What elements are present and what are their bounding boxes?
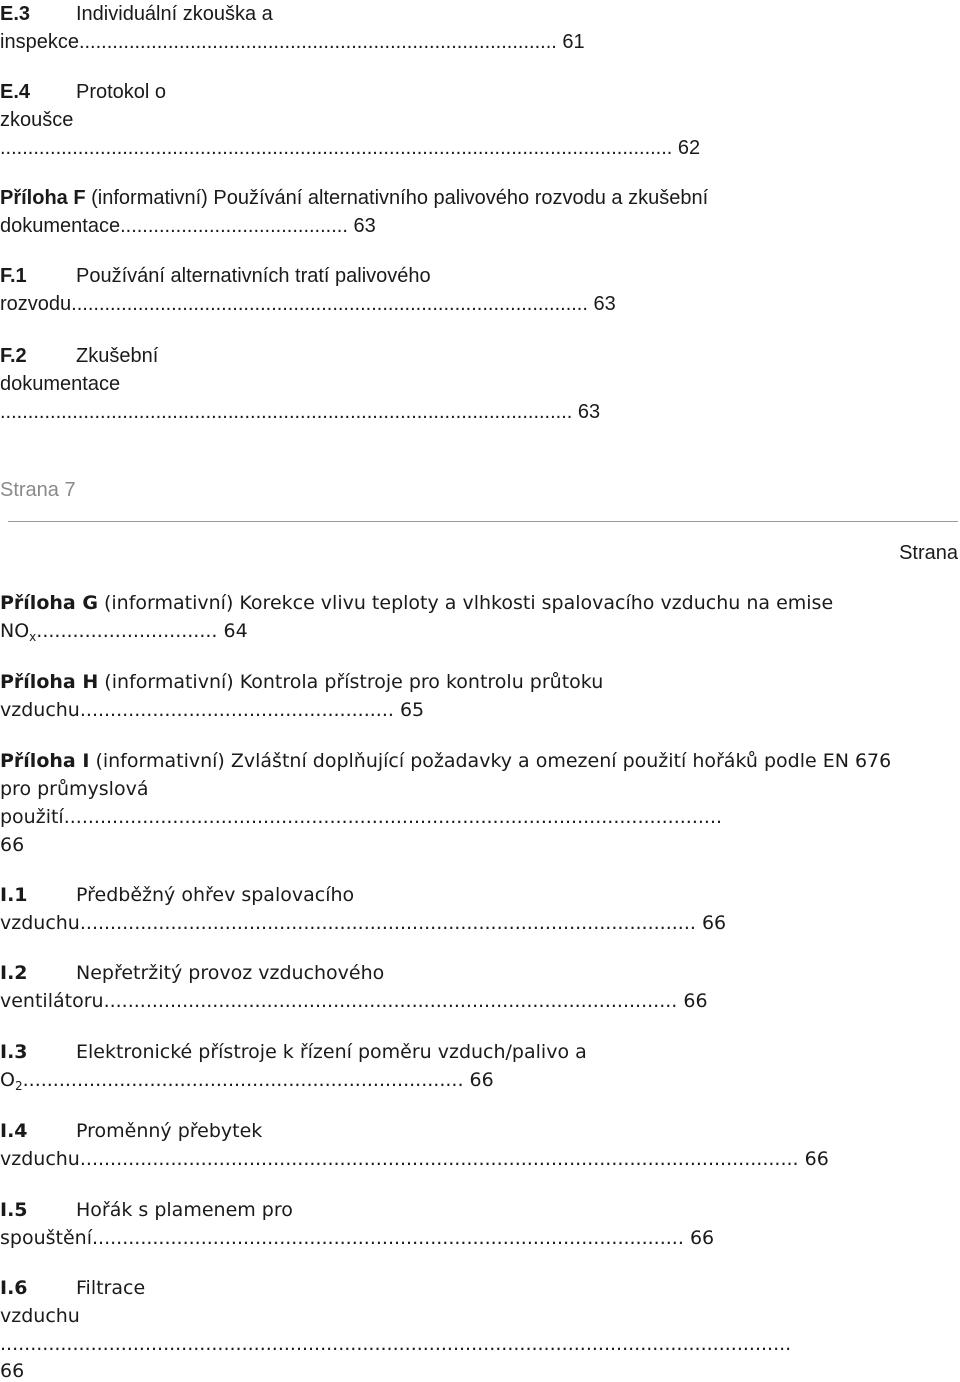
page-footer: Strana 7 xyxy=(0,479,76,501)
annex-label: Příloha H xyxy=(0,671,99,693)
toc-leader-dots: ......................................................................... xyxy=(22,1069,464,1091)
toc-title-continuation: vzduchu xyxy=(0,912,80,934)
toc-number: I.5 xyxy=(0,1199,28,1221)
toc-page-number: 64 xyxy=(223,620,248,642)
toc-title-continuation: rozvodu xyxy=(0,293,72,315)
toc-title-continuation: spouštění xyxy=(0,1227,92,1249)
toc-page-number: 63 xyxy=(353,215,376,237)
toc-page-number: 66 xyxy=(0,834,25,856)
toc-leader-dots: ................................................................................................................................... xyxy=(0,1333,792,1355)
toc-title-continuation: $O_2$ xyxy=(0,1069,23,1093)
toc-page-number: 63 xyxy=(593,293,616,315)
toc-leader-dots: .............................. xyxy=(36,620,218,642)
toc-leader-dots: ....................................................................................................................... xyxy=(79,1148,799,1170)
toc-title: Elektronické přístroje k řízení poměru vzduch/palivo a xyxy=(76,1041,587,1063)
toc-leader-dots: ...................................................................................... xyxy=(78,31,557,53)
annex-title: (informativní) Používání alternativního palivového rozvodu a zkušební xyxy=(91,187,709,209)
page-divider xyxy=(8,521,958,522)
annex-label: Příloha G xyxy=(0,592,98,614)
annex-title-line2: pro průmyslová xyxy=(0,778,149,800)
toc-page-number: 61 xyxy=(562,31,585,53)
toc-title-continuation: inspekce xyxy=(0,31,79,53)
toc-number: I.1 xyxy=(0,884,28,906)
annex-title: (informativní) Zvláštní doplňující požadavky a omezení použití hořáků podle EN 676 xyxy=(95,750,892,772)
toc-leader-dots: ......................................... xyxy=(120,215,348,237)
toc-title-continuation: vzduchu xyxy=(0,1148,80,1170)
toc-title-continuation: dokumentace xyxy=(0,215,121,237)
toc-title: Používání alternativních tratí palivového xyxy=(76,265,431,287)
toc-page-number: 66 xyxy=(804,1148,829,1170)
toc-title-continuation: vzduchu xyxy=(0,1305,80,1327)
toc-number: I.4 xyxy=(0,1120,28,1142)
toc-title-continuation: dokumentace xyxy=(0,373,121,395)
toc-page-number: 62 xyxy=(677,137,701,159)
toc-title: Individuální zkouška a xyxy=(76,3,273,25)
toc-leader-dots: ............................................................................................................. xyxy=(63,806,723,828)
toc-title: Protokol o xyxy=(76,81,167,103)
toc-page-number: 66 xyxy=(683,990,708,1012)
toc-title-continuation: zkoušce xyxy=(0,109,74,131)
toc-number: I.3 xyxy=(0,1041,28,1063)
annex-label: Příloha I xyxy=(0,750,90,772)
annex-label: Příloha F xyxy=(0,187,86,209)
toc-leader-dots: ....................................................................................................... xyxy=(0,401,573,423)
toc-title-continuation: použití xyxy=(0,806,64,828)
toc-title-continuation: ventilátoru xyxy=(0,990,104,1012)
toc-leader-dots: .................................................... xyxy=(79,699,394,721)
toc-title: Zkušební xyxy=(76,345,159,367)
annex-title: (informativní) Kontrola přístroje pro kontrolu průtoku xyxy=(104,671,604,693)
toc-title-continuation: $NO_x$ xyxy=(0,620,37,644)
annex-title: (informativní) Korekce vlivu teploty a vlhkosti spalovacího vzduchu na emise xyxy=(103,592,834,614)
toc-title: Proměnný přebytek xyxy=(76,1120,263,1142)
toc-title: Filtrace xyxy=(76,1277,146,1299)
toc-title-continuation: vzduchu xyxy=(0,699,80,721)
toc-page-number: 65 xyxy=(399,699,425,721)
toc-leader-dots: ............................................................................................... xyxy=(103,990,678,1012)
toc-title: Hořák s plamenem pro xyxy=(76,1199,293,1221)
toc-number: F.2 xyxy=(0,345,27,367)
toc-leader-dots: ......................................................................................................................... xyxy=(0,137,673,159)
toc-number: I.6 xyxy=(0,1277,28,1299)
toc-page-number: 66 xyxy=(701,912,727,934)
toc-page-number: 66 xyxy=(469,1069,494,1091)
toc-page-number: 66 xyxy=(689,1227,715,1249)
toc-number: E.3 xyxy=(0,3,31,25)
toc-leader-dots: .................................................................................................. xyxy=(92,1227,684,1249)
toc-number: E.4 xyxy=(0,81,31,103)
toc-leader-dots: ............................................................................................. xyxy=(71,293,588,315)
toc-title: Předběžný ohřev spalovacího xyxy=(76,884,355,906)
toc-page-number: 63 xyxy=(577,401,601,423)
toc-page-number: 66 xyxy=(0,1360,25,1382)
toc-leader-dots: ...................................................................................................... xyxy=(79,912,696,934)
toc-number: F.1 xyxy=(0,265,27,287)
toc-title: Nepřetržitý provoz vzduchového xyxy=(76,962,385,984)
toc-number: I.2 xyxy=(0,962,28,984)
column-header-page: Strana xyxy=(899,542,958,564)
